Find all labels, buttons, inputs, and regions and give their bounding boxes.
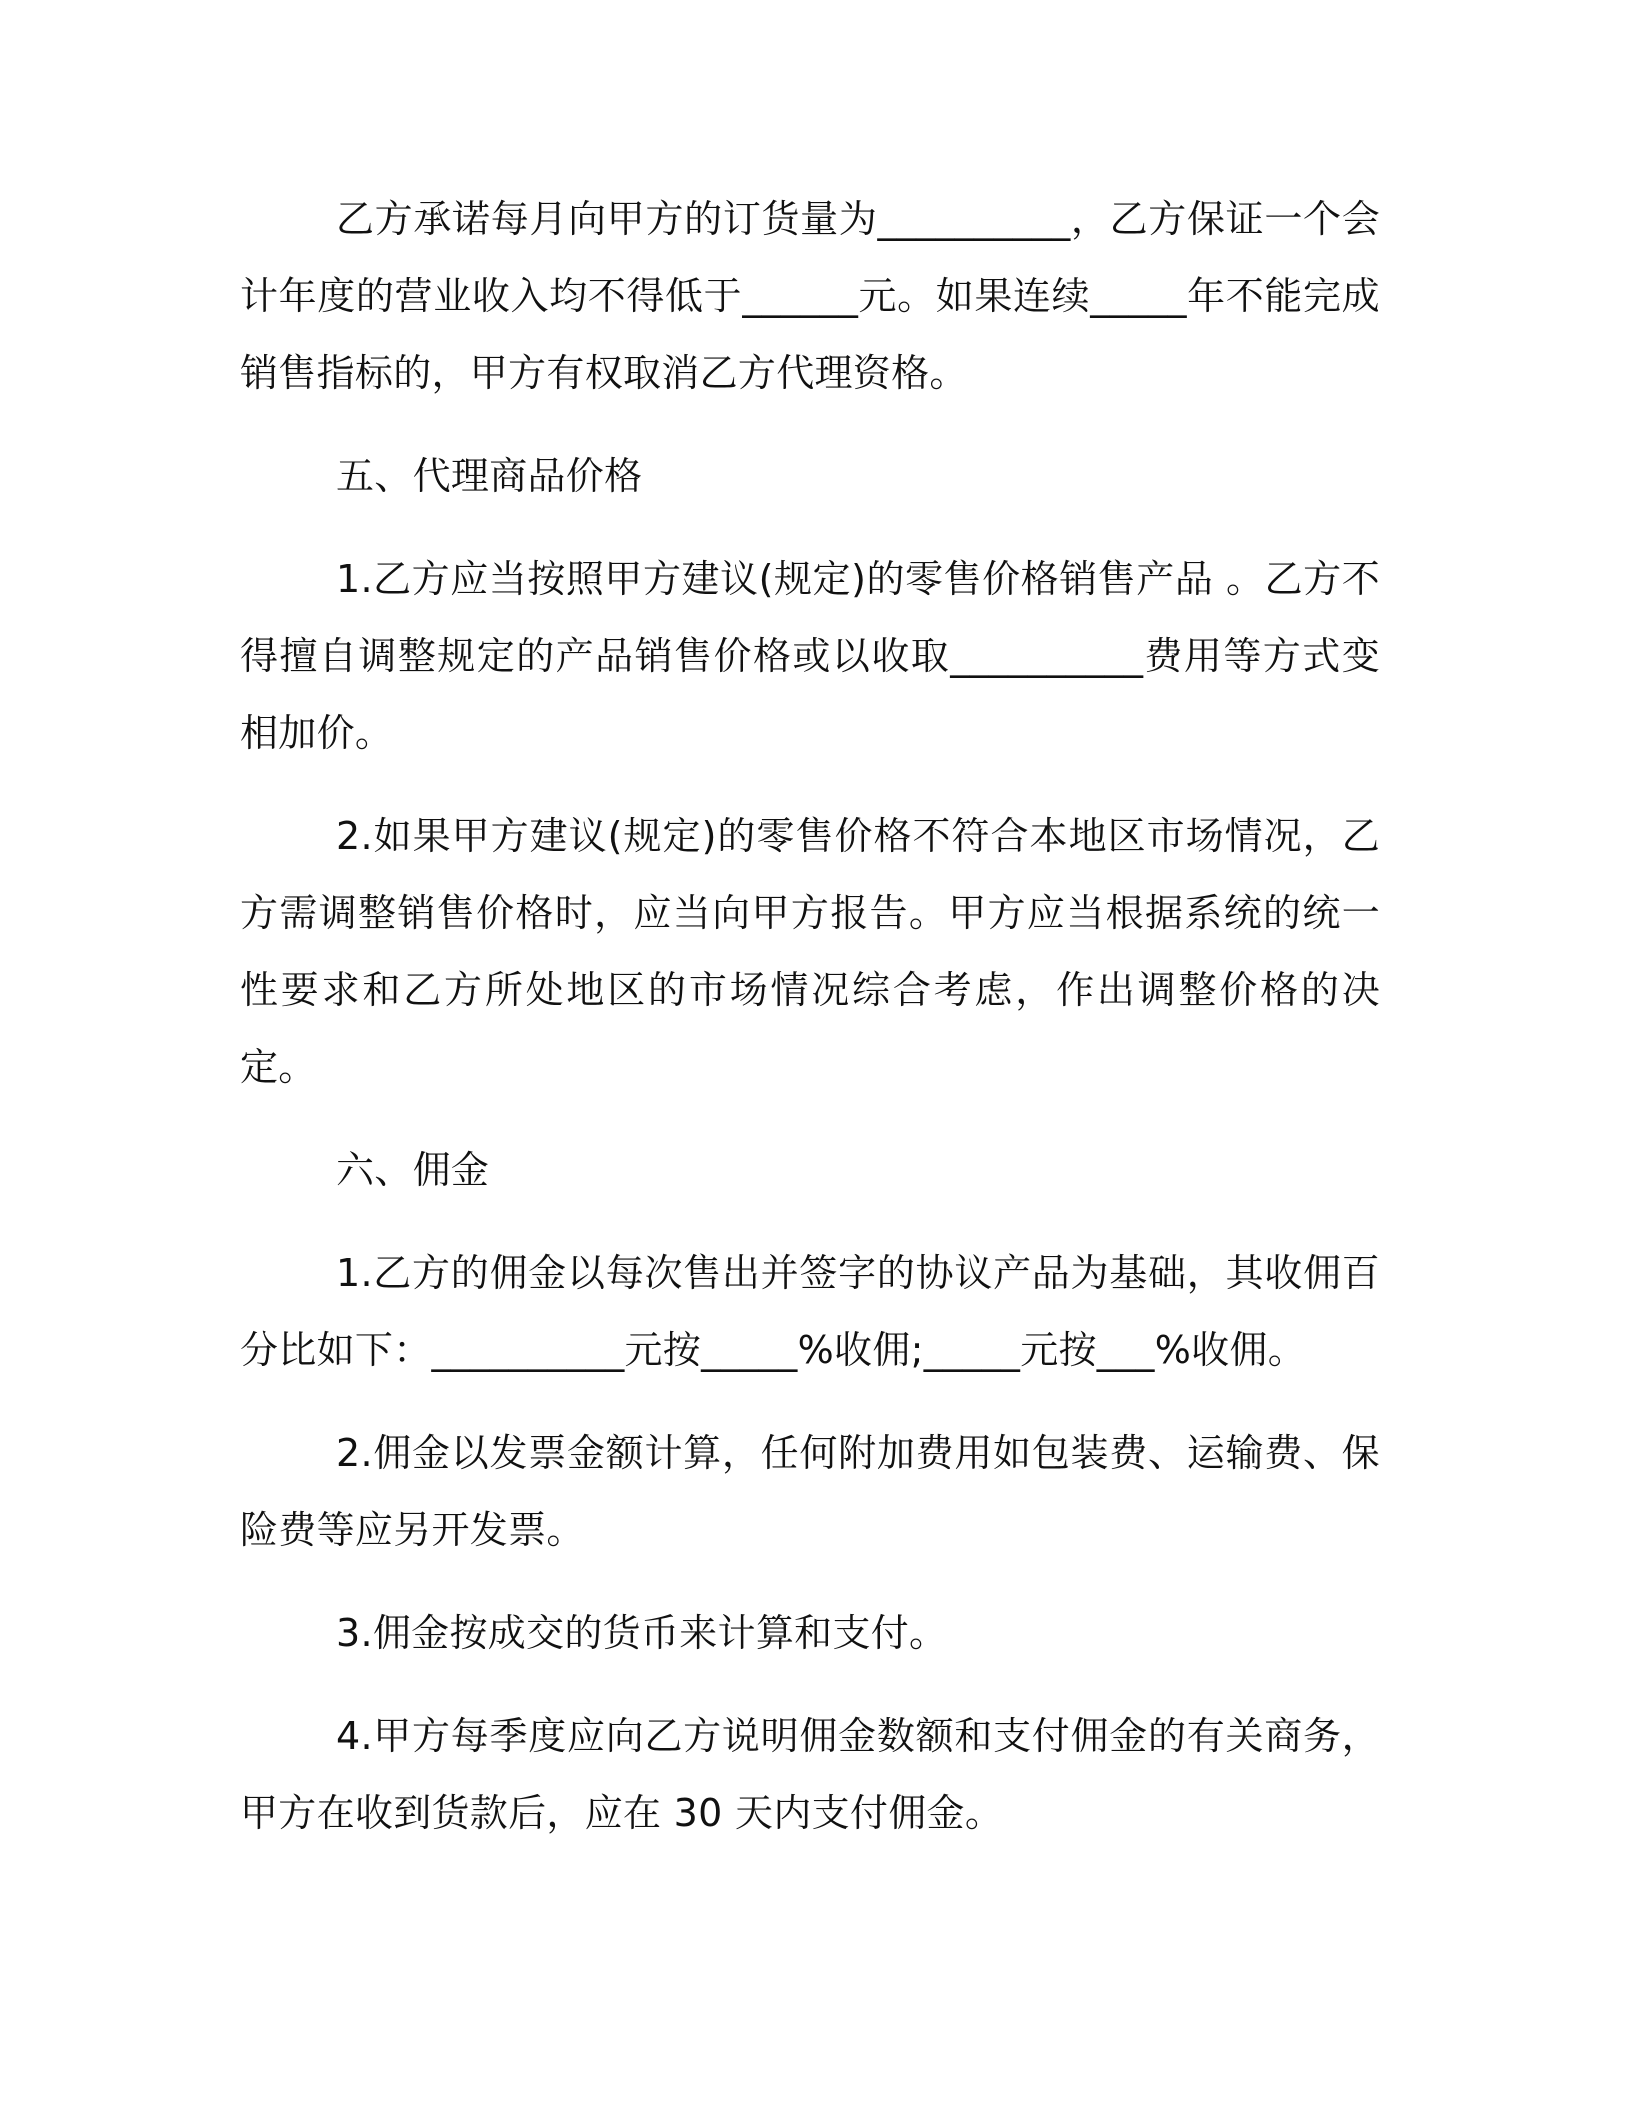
section-heading-agency-price: 五、代理商品价格 — [336, 454, 643, 498]
paragraph-commission-rate: 1.乙方的佣金以每次售出并签字的协议产品为基础，其收佣百分比如下：__________元按_____%收佣;_____元按___%收佣。 — [240, 1251, 1380, 1372]
paragraph-price-adjustment: 2.如果甲方建议(规定)的零售价格不符合本地区市场情况，乙方需调整销售价格时，应当向甲方报告。甲方应当根据系统的统一性要求和乙方所处地区的市场情况综合考虑，作出调整价格的决定。 — [240, 814, 1380, 1089]
document-body — [240, 181, 1380, 1878]
paragraph-retail-price: 1.乙方应当按照甲方建议(规定)的零售价格销售产品 。乙方不得擅自调整规定的产品销售价格或以收取__________费用等方式变相加价。 — [240, 557, 1380, 755]
section-heading-commission: 六、佣金 — [336, 1148, 490, 1192]
paragraph-order-commitment: 乙方承诺每月向甲方的订货量为__________，乙方保证一个会计年度的营业收入均不得低于______元。如果连续_____年不能完成销售指标的，甲方有权取消乙方代理资格。 — [240, 197, 1380, 395]
paragraph-commission-currency: 3.佣金按成交的货币来计算和支付。 — [336, 1611, 948, 1655]
paragraph-commission-payment: 4.甲方每季度应向乙方说明佣金数额和支付佣金的有关商务，甲方在收到货款后，应在 30 天内支付佣金。 — [240, 1714, 1380, 1835]
paragraph-commission-invoice: 2.佣金以发票金额计算，任何附加费用如包装费、运输费、保险费等应另开发票。 — [240, 1431, 1380, 1552]
